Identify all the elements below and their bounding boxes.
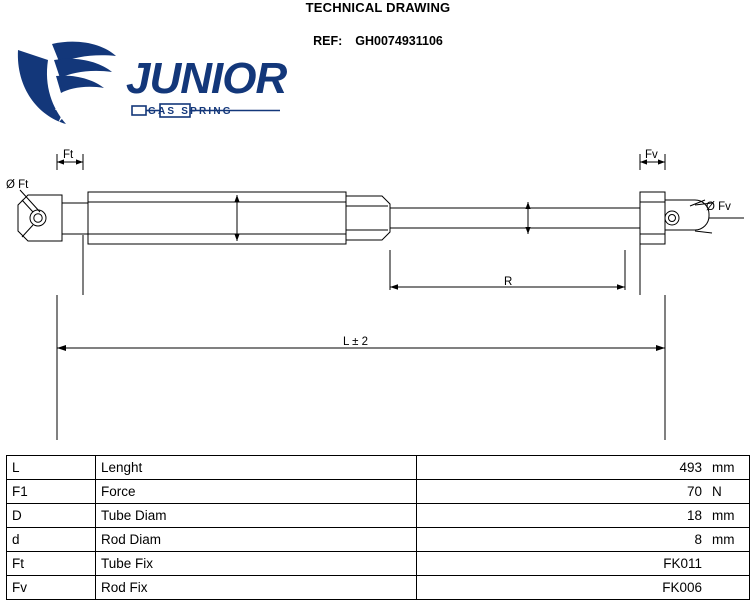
page-title: TECHNICAL DRAWING <box>305 0 451 15</box>
row-value: 493 <box>417 456 708 480</box>
table-row <box>7 480 750 504</box>
table-row <box>7 576 750 600</box>
row-value: 8 <box>417 528 708 552</box>
row-description: Rod Diam <box>96 528 417 552</box>
gas-spring-drawing <box>0 140 756 440</box>
row-symbol: F1 <box>7 480 96 504</box>
label-diam-ft: Ø Ft <box>6 179 29 191</box>
row-unit <box>707 576 750 600</box>
specification-table <box>6 455 750 600</box>
row-unit: mm <box>707 456 750 480</box>
row-description: Tube Diam <box>96 504 417 528</box>
table-row <box>7 456 750 480</box>
row-value: FK011 <box>417 552 708 576</box>
reference-value: GH0074931106 <box>355 34 443 48</box>
row-value: 18 <box>417 504 708 528</box>
brand-logo <box>8 24 288 134</box>
brand-tagline: GAS SPRING <box>148 106 233 117</box>
table-row <box>7 528 750 552</box>
row-unit <box>707 552 750 576</box>
table-row <box>7 552 750 576</box>
label-diam-fv: Ø Fv <box>706 201 731 213</box>
row-symbol: Fv <box>7 576 96 600</box>
table-body <box>7 456 750 600</box>
row-symbol: L <box>7 456 96 480</box>
gas-spring-svg <box>0 140 756 440</box>
row-value: 70 <box>417 480 708 504</box>
row-description: Rod Fix <box>96 576 417 600</box>
label-fv-dim: Fv <box>645 149 658 161</box>
brand-name: JUNIOR <box>126 54 287 103</box>
row-description: Lenght <box>96 456 417 480</box>
row-unit: N <box>707 480 750 504</box>
label-length: L ± 2 <box>343 336 369 348</box>
table-row <box>7 504 750 528</box>
label-ft-dim: Ft <box>63 149 74 161</box>
row-description: Force <box>96 480 417 504</box>
row-symbol: D <box>7 504 96 528</box>
row-symbol: d <box>7 528 96 552</box>
wing-emblem-icon <box>8 24 123 134</box>
reference-label: REF: <box>313 34 343 48</box>
row-unit: mm <box>707 504 750 528</box>
row-description: Tube Fix <box>96 552 417 576</box>
row-value: FK006 <box>417 576 708 600</box>
label-stroke: R <box>504 276 513 288</box>
row-unit: mm <box>707 528 750 552</box>
row-symbol: Ft <box>7 552 96 576</box>
